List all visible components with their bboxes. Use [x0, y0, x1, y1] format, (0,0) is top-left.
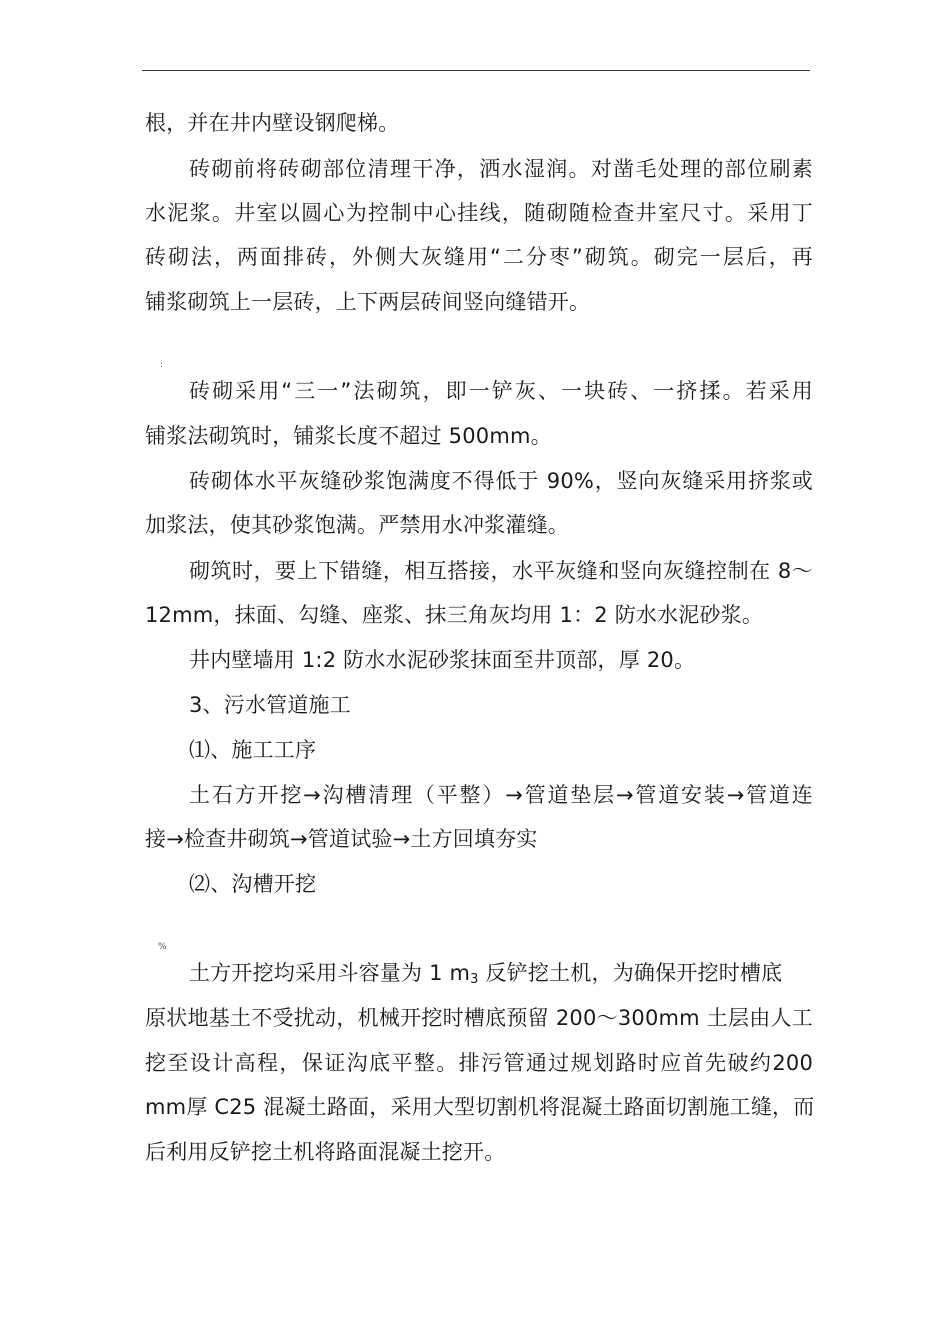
text-line-11: 12mm，抹面、勾缝、座浆、抹三角灰均用 1：2 防水水泥砂浆。: [145, 603, 764, 627]
text-line-2: 砖砌前将砖砌部位清理干净，洒水湿润。对凿毛处理的部位刷素: [189, 157, 813, 181]
text-line-excavation-5: 后利用反铲挖土机将路面混凝土挖开。: [145, 1140, 506, 1164]
text-line-5: 铺浆砌筑上一层砖，上下两层砖间竖向缝错开。: [145, 290, 591, 314]
text-line-excavation-1: [189, 958, 813, 995]
text-line-excavation-4: mm厚 C25 混凝土路面，采用大型切割机将混凝土路面切割施工缝，而: [145, 1095, 815, 1119]
subheading-trench-excavation: ⑵、沟槽开挖: [189, 872, 317, 896]
text-line-9: 加浆法，使其砂浆饱满。严禁用水冲浆灌缝。: [145, 513, 569, 537]
stray-mark-colon: :: [160, 360, 164, 370]
section-heading-sewage-pipe: 3、污水管道施工: [189, 693, 351, 717]
text-line-excavation-3: 挖至设计高程，保证沟底平整。排污管通过规划路时应首先破约200: [145, 1051, 813, 1075]
text-line-process-1: 土石方开挖→沟槽清理（平整）→管道垫层→管道安装→管道连: [189, 783, 813, 807]
text-line-process-2: 接→检查井砌筑→管道试验→土方回填夯实: [145, 827, 538, 851]
text-segment: 土方开挖均采用斗容量为 1 m: [189, 961, 471, 985]
text-line-3: 水泥浆。井室以圆心为控制中心挂线，随砌随检查井室尺寸。采用丁: [145, 201, 813, 225]
header-rule: [142, 70, 810, 71]
text-segment: 反铲挖土机，为确保开挖时槽底: [478, 961, 783, 985]
text-line-6: 砖砌采用“三一”法砌筑，即一铲灰、一块砖、一挤揉。若采用: [189, 379, 813, 403]
subheading-construction-process: ⑴、施工工序: [189, 738, 317, 762]
text-line-8: 砖砌体水平灰缝砂浆饱满度不得低于 90%，竖向灰缝采用挤浆或: [189, 469, 813, 493]
text-line-excavation-2: 原状地基土不受扰动，机械开挖时槽底预留 200～300mm 土层由人工: [145, 1006, 813, 1030]
stray-mark-percent: %: [158, 942, 167, 952]
subscript-3: 3: [470, 972, 479, 987]
text-line-10: 砌筑时，要上下错缝，相互搭接，水平灰缝和竖向灰缝控制在 8～: [189, 559, 813, 583]
text-line-1: 根，并在井内壁设钢爬梯。: [145, 111, 400, 135]
text-line-12: 井内壁墙用 1:2 防水水泥砂浆抹面至井顶部，厚 20。: [189, 648, 696, 672]
text-line-7: 铺浆法砌筑时，铺浆长度不超过 500mm。: [145, 424, 552, 448]
text-line-4: 砖砌法，两面排砖，外侧大灰缝用“二分枣”砌筑。砌完一层后，再: [145, 245, 813, 269]
